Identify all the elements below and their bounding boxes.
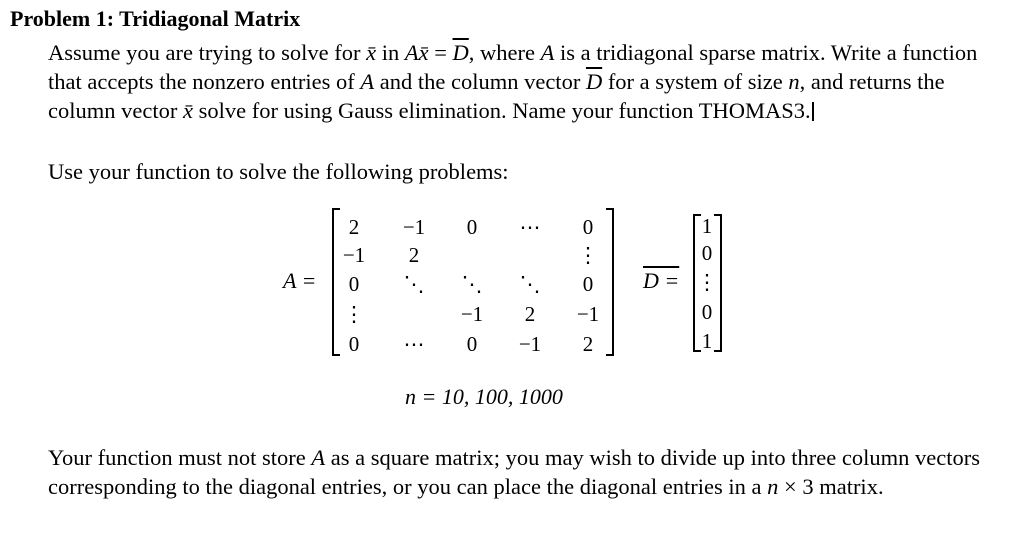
matrix-a-cell: −1	[576, 302, 600, 326]
matrix-a-cell: −1	[342, 243, 366, 267]
matrix-a-cell: 0	[348, 272, 360, 296]
intro-text: and the column vector	[374, 69, 586, 94]
intro-text: =	[428, 40, 453, 65]
closing-text: as a square matrix; you may wish to divide up into three column vectors corresponding to the diagonal entries, or you can place the diagonal entries in a	[48, 445, 980, 499]
matrix-a-cell: −1	[518, 332, 542, 356]
matrix-a-cell: 2	[408, 243, 420, 267]
matrix-a-cell: 2	[348, 215, 360, 239]
matrix-a-cell: ⋱	[461, 272, 483, 296]
matrix-a-cell: 0	[466, 215, 478, 239]
matrix-a-cell: ⋮	[343, 302, 365, 326]
a-symbol: A	[404, 40, 419, 65]
closing-text: Your function must not store	[48, 445, 312, 470]
matrix-a-cell: 0	[466, 332, 478, 356]
matrix-a-cell: ⋮	[577, 243, 599, 267]
a-symbol: A	[360, 69, 375, 94]
matrix-a-cell: ⋯	[519, 215, 541, 239]
matrix-a-cell: ⋯	[403, 332, 425, 356]
matrix-a-label: A =	[283, 268, 317, 293]
intro-text: is a tridiagonal sparse matrix. Write a function that accepts the nonzero entries of	[48, 40, 978, 94]
matrix-a-cell: ⋱	[519, 272, 541, 296]
problem-title: Problem 1: Tridiagonal Matrix	[10, 6, 301, 31]
x-bar-symbol: x̄	[418, 40, 429, 65]
matrix-a-cell: 0	[582, 272, 594, 296]
intro-text: Assume you are trying to solve for	[48, 40, 367, 65]
intro-text: , and returns the column vector	[48, 69, 945, 123]
closing-text: × 3 matrix.	[778, 474, 884, 499]
d-bar-symbol: $\overline{D}$	[585, 69, 603, 94]
n-symbol: n	[767, 474, 779, 499]
vector-d-entry: 1	[701, 329, 713, 353]
matrix-a-cell: −1	[402, 215, 426, 239]
x-bar-symbol: x̄	[366, 40, 377, 65]
n-values: n = 10, 100, 1000	[405, 384, 563, 409]
closing-paragraph	[48, 443, 1013, 501]
matrix-a-cell: ⋱	[403, 272, 425, 296]
matrix-a-cell: 2	[582, 332, 594, 356]
matrix-a-cell: 2	[524, 302, 536, 326]
n-symbol: n	[788, 69, 800, 94]
vector-d-entry: ⋮	[696, 270, 718, 294]
intro-text: in	[376, 40, 405, 65]
intro-text: solve for using Gauss elimination. Name your function THOMAS3.	[192, 98, 811, 123]
matrix-a-cell: 0	[582, 215, 594, 239]
text-cursor	[812, 102, 814, 121]
a-symbol: A	[311, 445, 326, 470]
intro-text: , where	[468, 40, 541, 65]
matrix-a-cell: 0	[348, 332, 360, 356]
x-bar-symbol: x̄	[182, 98, 193, 123]
problem-intro	[48, 38, 1013, 125]
vector-d-entry: 0	[701, 241, 713, 265]
vector-d-entry: 0	[701, 300, 713, 324]
vector-d-entry: 1	[701, 214, 713, 238]
use-line: Use your function to solve the following problems:	[48, 159, 509, 184]
vector-d-label: D =	[643, 268, 680, 293]
a-symbol: A	[540, 40, 555, 65]
matrix-a-cell: −1	[460, 302, 484, 326]
intro-text: for a system of size	[602, 69, 789, 94]
d-bar-symbol: $\overline{D}$	[452, 40, 469, 65]
